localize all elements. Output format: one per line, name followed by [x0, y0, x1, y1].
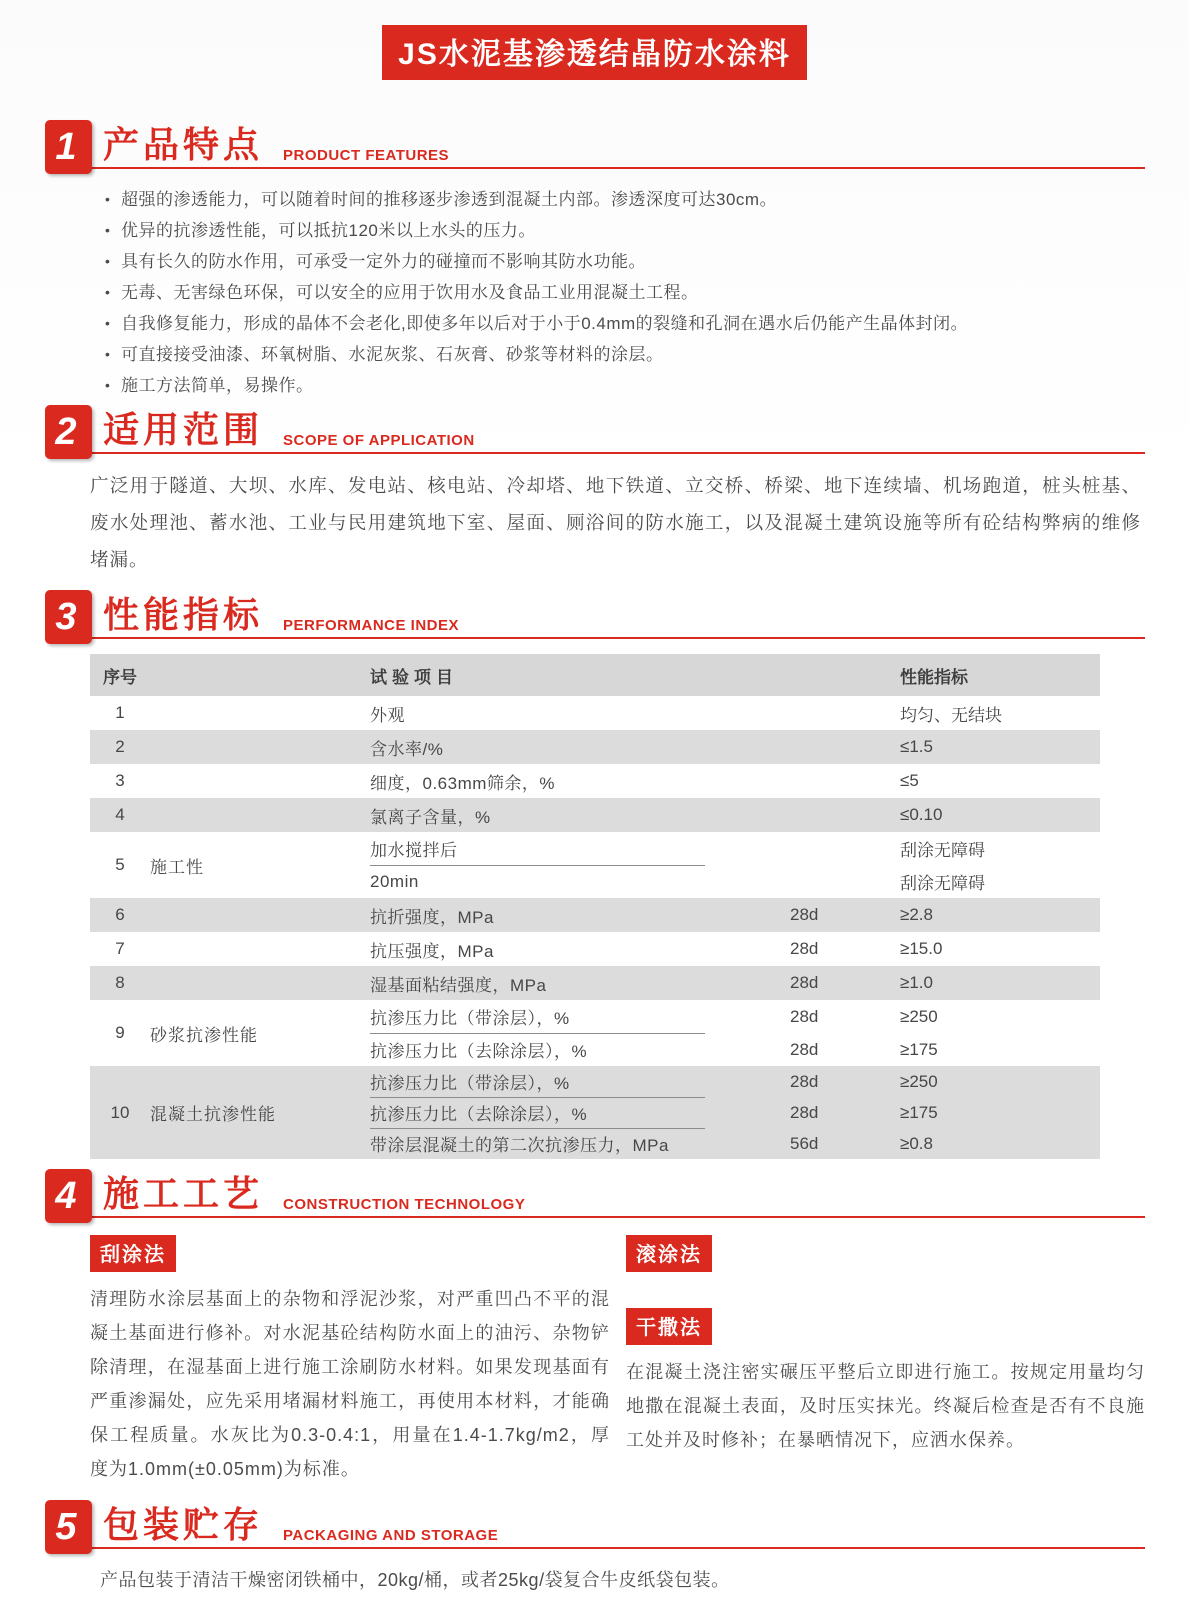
scope-paragraph: 广泛用于隧道、大坝、水库、发电站、核电站、冷却塔、地下铁道、立交桥、桥梁、地下连续墙、机场跑道，桩头桩基、废水处理池、蓄水池、工业与民用建筑地下室、屋面、厕浴间的防水施工，以及混凝土建筑设施等所有砼结构弊病的维修堵漏。: [90, 475, 1141, 570]
construction-methods: [90, 1235, 1145, 1486]
table-cell-category: [150, 696, 370, 730]
table-cell-category: [150, 898, 370, 932]
feature-text: 自我修复能力，形成的晶体不会老化,即使多年以后对于小于0.4mm的裂缝和孔洞在遇水后仍能产生晶体封闭。: [121, 314, 969, 333]
table-subrow: [370, 898, 1100, 932]
method-dry-block: [626, 1308, 1145, 1457]
section-subtitle-en-1: PRODUCT FEATURES: [283, 147, 450, 164]
method-badge-scrape: 刮涂法: [90, 1235, 176, 1272]
feature-list: [103, 184, 1145, 401]
table-header-no: 序号: [103, 667, 137, 687]
bullet-dot-icon: •: [105, 315, 111, 331]
feature-text: 无毒、无害绿色环保，可以安全的应用于饮用水及食品工业用混凝土工程。: [121, 283, 699, 302]
section-packaging-storage: [0, 1500, 1189, 1592]
method-text-dry: 在混凝土浇注密实碾压平整后立即进行施工。按规定用量均匀地撒在混凝土表面，及时压实抹光。终凝后检查是否有不良施工处并及时修补；在暴晒情况下，应洒水保养。: [626, 1362, 1145, 1450]
table-subrow: [370, 932, 1100, 966]
table-cell-value: ≥0.8: [900, 1133, 933, 1153]
table-subrow: [370, 764, 1100, 798]
bullet-dot-icon: •: [105, 191, 111, 207]
section-header-1: [45, 120, 1145, 174]
section-title-3: 性能指标: [103, 594, 264, 635]
section-header-5: [45, 1500, 1145, 1554]
table-cell-no: 7: [115, 939, 125, 958]
table-row-items: [370, 1000, 1100, 1066]
table-row: [90, 832, 1100, 898]
table-cell-category: [150, 932, 370, 966]
table-cell-item: 20min: [370, 871, 419, 891]
table-cell-item: 抗折强度，MPa: [370, 907, 494, 927]
table-row: [90, 730, 1100, 764]
document-title: JS水泥基渗透结晶防水涂料: [382, 25, 807, 80]
section-product-features: [0, 120, 1189, 401]
section-subtitle-en-5: PACKAGING AND STORAGE: [283, 1527, 499, 1544]
section-number-badge-2: 2: [45, 405, 92, 459]
table-cell-value: 刮涂无障碍: [900, 841, 985, 860]
table-cell-item: 细度，0.63mm筛余，%: [370, 773, 556, 793]
bullet-dot-icon: •: [105, 222, 111, 238]
method-roll-block: [626, 1235, 1145, 1272]
table-cell-category: 砂浆抗渗性能: [150, 1025, 258, 1045]
table-row-items: [370, 696, 1100, 730]
section-number-badge-3: 3: [45, 590, 92, 644]
table-cell-value: ≥15.0: [900, 939, 943, 958]
section-title-5: 包装贮存: [103, 1504, 264, 1545]
table-cell-age: 28d: [790, 1039, 819, 1059]
feature-text: 优异的抗渗透性能，可以抵抗120米以上水头的压力。: [121, 221, 536, 240]
method-badge-dry: 干撒法: [626, 1308, 712, 1345]
table-subrow: [370, 1033, 1100, 1066]
table-row-items: [370, 966, 1100, 1000]
feature-text: 具有长久的防水作用，可承受一定外力的碰撞而不影响其防水功能。: [121, 252, 646, 271]
table-header-value: 性能指标: [900, 667, 968, 687]
section-title-2: 适用范围: [103, 409, 264, 450]
table-cell-category: [150, 764, 370, 798]
table-header-item: 试验项目: [370, 667, 458, 687]
table-subrow: [370, 1128, 1100, 1159]
table-subrow: [370, 696, 1100, 730]
table-cell-no: 5: [115, 855, 125, 874]
table-cell-item: 抗渗压力比（带涂层），%: [370, 1074, 570, 1093]
feature-item: [103, 370, 1145, 401]
table-cell-value: ≥175: [900, 1102, 938, 1122]
table-row-items: [370, 932, 1100, 966]
section-title-4: 施工工艺: [103, 1173, 264, 1214]
table-row-items: [370, 764, 1100, 798]
table-cell-category: 混凝土抗渗性能: [150, 1105, 276, 1124]
table-cell-value: ≥2.8: [900, 905, 933, 924]
table-cell-item: 带涂层混凝土的第二次抗渗压力，MPa: [370, 1136, 669, 1155]
feature-item: [103, 184, 1145, 215]
feature-text: 超强的渗透能力，可以随着时间的推移逐步渗透到混凝土内部。渗透深度可达30cm。: [121, 190, 778, 209]
table-subrow: [370, 1066, 1100, 1097]
feature-item: [103, 215, 1145, 246]
table-cell-no: 9: [115, 1023, 125, 1042]
table-cell-item: 加水搅拌后: [370, 841, 458, 860]
table-cell-value: ≥175: [900, 1039, 938, 1059]
table-cell-no: 4: [115, 805, 125, 824]
table-cell-category: [150, 730, 370, 764]
bullet-dot-icon: •: [105, 284, 111, 300]
table-cell-item: 湿基面粘结强度，MPa: [370, 975, 547, 995]
feature-item: [103, 308, 1145, 339]
table-cell-value: ≤5: [900, 771, 919, 790]
table-cell-age: 28d: [790, 905, 819, 924]
packaging-paragraph: 产品包装于清洁干燥密闭铁桶中，20kg/桶，或者25kg/袋复合牛皮纸袋包装。: [100, 1570, 730, 1590]
table-cell-item: 抗渗压力比（去除涂层），%: [370, 1042, 588, 1061]
table-row: [90, 932, 1100, 966]
table-cell-category: 施工性: [150, 857, 204, 877]
table-subrow: [370, 730, 1100, 764]
feature-text: 施工方法简单，易操作。: [121, 376, 314, 395]
table-cell-item: 含水率/%: [370, 739, 444, 759]
table-cell-no: 3: [115, 771, 125, 790]
table-row-items: [370, 1066, 1100, 1159]
bullet-dot-icon: •: [105, 377, 111, 393]
table-cell-no: 10: [110, 1102, 130, 1122]
table-cell-no: 6: [115, 905, 125, 924]
table-subrow: [370, 1000, 1100, 1033]
table-row: [90, 798, 1100, 832]
performance-table: [90, 654, 1100, 1159]
table-row: [90, 764, 1100, 798]
table-row-items: [370, 898, 1100, 932]
table-row: [90, 1000, 1100, 1066]
table-cell-age: 28d: [790, 1006, 819, 1026]
table-cell-category: [150, 966, 370, 1000]
section-number-badge-4: 4: [45, 1169, 92, 1223]
table-subrow: [370, 966, 1100, 1000]
section-title-1: 产品特点: [103, 124, 264, 165]
section-subtitle-en-4: CONSTRUCTION TECHNOLOGY: [283, 1196, 526, 1213]
table-row: [90, 1066, 1100, 1159]
section-performance-index: [0, 590, 1189, 1159]
table-cell-item: 外观: [370, 705, 405, 725]
table-header-row: [90, 654, 1100, 696]
section-number-badge-1: 1: [45, 120, 92, 174]
section-number-badge-5: 5: [45, 1500, 92, 1554]
method-scrape-column: [90, 1235, 610, 1486]
table-subrow: [370, 832, 1100, 865]
table-row-items: [370, 798, 1100, 832]
table-cell-no: 8: [115, 973, 125, 992]
section-construction-technology: [0, 1169, 1189, 1486]
section-subtitle-en-3: PERFORMANCE INDEX: [283, 617, 460, 634]
table-cell-age: 28d: [790, 1071, 819, 1091]
table-cell-age: 56d: [790, 1133, 819, 1153]
table-subrow: [370, 865, 1100, 898]
table-cell-no: 2: [115, 737, 125, 756]
method-badge-roll: 滚涂法: [626, 1235, 712, 1272]
table-cell-item: 抗渗压力比（带涂层），%: [370, 1009, 570, 1028]
table-cell-value: ≥250: [900, 1006, 938, 1026]
method-text-scrape: 清理防水涂层基面上的杂物和浮泥沙浆，对严重凹凸不平的混凝土基面进行修补。对水泥基砼结构防水面上的油污、杂物铲除清理，在湿基面上进行施工涂刷防水材料。如果发现基面有严重渗漏处，应先采用堵漏材料施工，再使用本材料，才能确保工程质量。水灰比为0.3-0.4:1，用量在1.4-1.7kg/m2，厚度为1.0mm(±0.05mm)为标准。: [90, 1289, 610, 1479]
table-cell-item: 抗渗压力比（去除涂层），%: [370, 1105, 588, 1124]
table-subrow: [370, 798, 1100, 832]
table-row-items: [370, 832, 1100, 898]
table-row: [90, 898, 1100, 932]
section-header-3: [45, 590, 1145, 644]
feature-item: [103, 246, 1145, 277]
table-cell-item: 抗压强度，MPa: [370, 941, 494, 961]
feature-item: [103, 277, 1145, 308]
feature-text: 可直接接受油漆、环氧树脂、水泥灰浆、石灰膏、砂浆等材料的涂层。: [121, 345, 664, 364]
method-roll-dry-column: [626, 1235, 1145, 1486]
table-cell-no: 1: [115, 703, 125, 722]
table-cell-age: 28d: [790, 973, 819, 992]
table-cell-value: ≥1.0: [900, 973, 933, 992]
section-header-4: [45, 1169, 1145, 1223]
table-cell-age: 28d: [790, 1102, 819, 1122]
table-cell-age: 28d: [790, 939, 819, 958]
table-row: [90, 696, 1100, 730]
feature-item: [103, 339, 1145, 370]
table-cell-value: ≥250: [900, 1071, 938, 1091]
table-row: [90, 966, 1100, 1000]
table-cell-category: [150, 798, 370, 832]
table-body: [90, 696, 1100, 1159]
table-cell-item: 氯离子含量，%: [370, 807, 491, 827]
section-subtitle-en-2: SCOPE OF APPLICATION: [283, 432, 475, 449]
table-subrow: [370, 1097, 1100, 1128]
section-scope: [0, 405, 1189, 578]
table-cell-value: 刮涂无障碍: [900, 874, 985, 893]
table-cell-value: ≤1.5: [900, 737, 933, 756]
table-cell-value: 均匀、无结块: [900, 705, 1002, 725]
bullet-dot-icon: •: [105, 346, 111, 362]
section-header-2: [45, 405, 1145, 459]
bullet-dot-icon: •: [105, 253, 111, 269]
table-row-items: [370, 730, 1100, 764]
table-cell-value: ≤0.10: [900, 805, 943, 824]
